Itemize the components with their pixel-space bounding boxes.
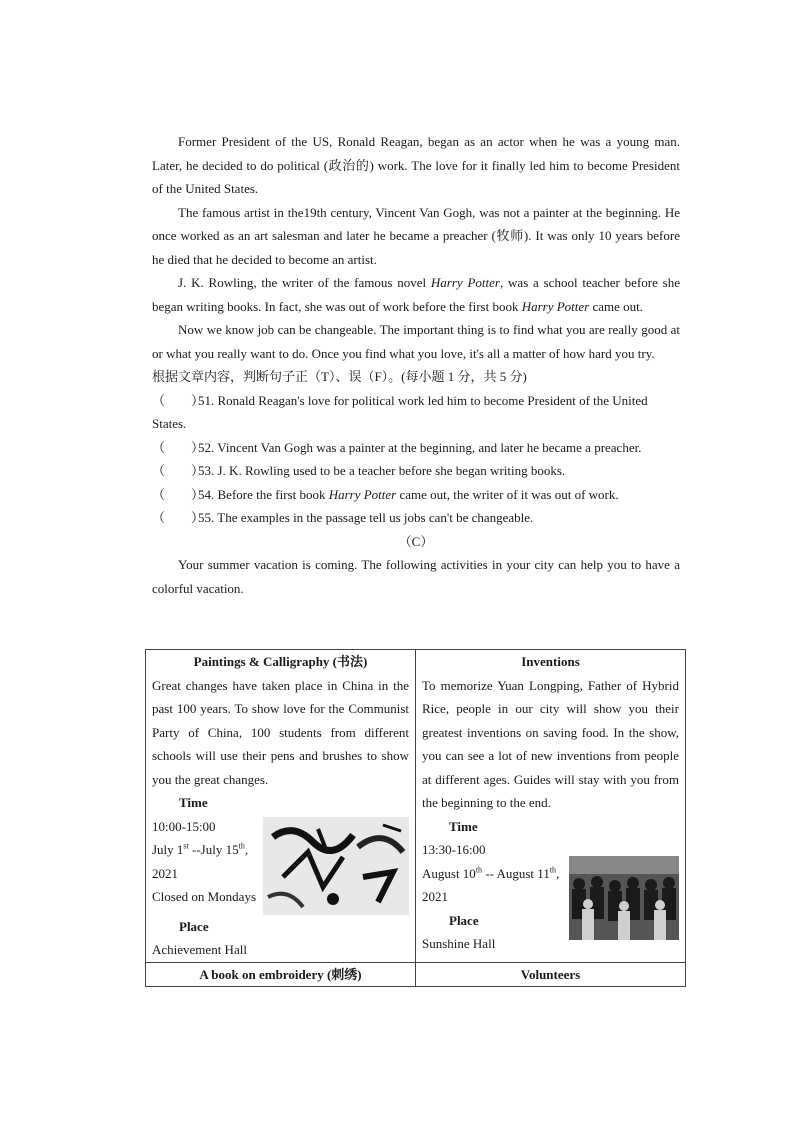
- section-intro: Your summer vacation is coming. The following activities in your city can help you to have a colorful vacation.: [152, 557, 680, 596]
- answer-blank[interactable]: （ ）: [152, 463, 205, 478]
- question-text: 55. The examples in the passage tell us jobs can't be changeable.: [198, 510, 534, 525]
- crowd-image: [569, 856, 679, 940]
- inventions-title: Inventions: [521, 654, 580, 669]
- paragraph-reagan: Former President of the US, Ronald Reagan, began as an actor when he was a young man. Later, he decided to do political (政治的) work. The love for it finally led him to become President of the United States.: [152, 134, 680, 196]
- paragraph-conclusion: Now we know job can be changeable. The important thing is to find what you are really good at or what you really want to do. Once you find what you love, it's all a matter of how hard you try.: [152, 322, 680, 361]
- question-text: 52. Vincent Van Gogh was a painter at the beginning, and later he became a preacher.: [198, 439, 642, 455]
- section-heading: （C）: [398, 533, 434, 549]
- inventions-time-label: Time: [449, 818, 478, 834]
- passage: [152, 130, 680, 600]
- calligraphy-image: [263, 817, 409, 915]
- inventions-description: To memorize Yuan Longping, Father of Hybrid Rice, people in our city will show you their greatest inventions on saving food. In the show, you can see a lot of new inventions from people at different ages. Guides will stay with you from the beginning to the end.: [422, 677, 679, 810]
- paintings-cell: [146, 650, 416, 963]
- paintings-date: July 1st --July 15th,: [152, 841, 249, 857]
- embroidery-title: A book on embroidery (刺绣): [146, 962, 416, 987]
- answer-blank[interactable]: （ ）: [152, 392, 205, 408]
- question-51: [152, 389, 680, 436]
- question-53: [152, 459, 680, 483]
- inventions-cell: [416, 650, 686, 963]
- paragraph-rowling: J. K. Rowling, the writer of the famous novel Harry Potter, was a school teacher before she began writing books. In fact, she was out of work before the first book Harry Potter came out.: [152, 275, 680, 314]
- volunteers-title: Volunteers: [416, 962, 686, 987]
- paintings-closed: Closed on Mondays: [152, 889, 256, 904]
- paintings-place-label: Place: [179, 918, 209, 934]
- question-text: 51. Ronald Reagan's love for political work led him to become President of the United States.: [152, 392, 648, 431]
- activities-table: [145, 649, 686, 987]
- paintings-time-label: Time: [179, 795, 208, 810]
- inventions-date: August 10th -- August 11th, 2021: [422, 865, 560, 904]
- instruction: 根据文章内容，判断句子正（T）、误（F）。(每小题 1 分，共 5 分): [152, 369, 527, 384]
- inventions-time: 13:30-16:00: [422, 842, 486, 857]
- question-52: [152, 436, 680, 460]
- answer-blank[interactable]: （ ）: [152, 439, 205, 455]
- inventions-place-label: Place: [449, 912, 479, 928]
- question-list: [152, 389, 680, 530]
- question-text: 53. J. K. Rowling used to be a teacher before she began writing books.: [198, 463, 566, 478]
- paintings-place: Achievement Hall: [152, 942, 247, 957]
- question-54: [152, 483, 680, 507]
- paintings-title: Paintings & Calligraphy (书法): [193, 654, 368, 669]
- paintings-time: 10:00-15:00: [152, 818, 216, 834]
- paintings-description: Great changes have taken place in China in the past 100 years. To show love for the Communist Party of China, 100 students from different schools will use their pens and brushes to show you the great changes.: [152, 677, 409, 787]
- paintings-year: 2021: [152, 865, 178, 881]
- inventions-place: Sunshine Hall: [422, 936, 496, 951]
- answer-blank[interactable]: （ ）: [152, 486, 205, 502]
- question-55: [152, 506, 680, 530]
- answer-blank[interactable]: （ ）: [152, 510, 205, 525]
- question-text: 54. Before the first book Harry Potter came out, the writer of it was out of work.: [198, 486, 619, 502]
- paragraph-van-gogh: The famous artist in the19th century, Vincent Van Gogh, was not a painter at the beginning. He once worked as an art salesman and later he became a preacher (牧师). It was only 10 years before he died that he decided to become an artist.: [152, 204, 680, 267]
